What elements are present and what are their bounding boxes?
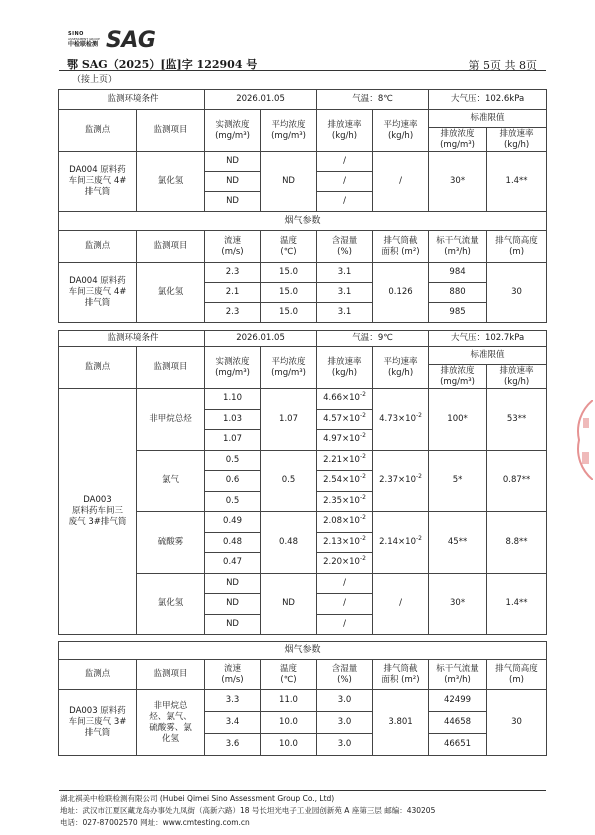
col-avg-rate: 平均速率 (kg/h) [373,110,429,152]
limit-conc-value: 30* [429,152,487,212]
avg-value: 0.5 [261,450,317,512]
col-avg-rate: 平均速率 (kg/h) [373,347,429,389]
moisture-value: 3.1 [317,303,373,323]
col-point: 监测点 [59,347,137,389]
measured-value: ND [205,172,261,192]
rate-value: $2.08\times 10^{-2}$ [317,512,373,533]
avg-rate-value: / [373,573,429,635]
da004-flue-item: 氯化氢 [137,263,205,323]
rate-value: $2.54\times 10^{-2}$ [317,471,373,492]
col-limit-rate: 排放速率 (kg/h) [487,128,547,152]
col-moisture: 含湿量 (%) [317,660,373,690]
limit-rate-value: 0.87** [487,450,547,512]
da004-item: 氯化氢 [137,152,205,212]
measured-value: ND [205,192,261,212]
rate-value: $4.66\times 10^{-2}$ [317,389,373,410]
temp-value: 15.0 [261,283,317,303]
table-row [59,389,547,410]
col-item: 监测项目 [137,660,205,690]
col-point: 监测点 [59,231,137,263]
page-indicator: 第 5页 共 8页 [468,59,537,72]
col-stack-height: 排气筒高度 (m) [487,231,547,263]
col-measured-conc: 实测浓度 (mg/m³) [205,110,261,152]
avg-rate-value: $2.14\times 10^{-2}$ [373,512,429,574]
env-condition-label: 监测环境条件 [59,331,205,347]
measured-value: 0.49 [205,512,261,533]
logo-chinese-name: 中检联检测 [68,41,99,48]
pollutant-item: 非甲烷总烃 [137,389,205,451]
footer-company: 湖北祺美中检联检测有限公司 (Hubei Qimei Sino Assessment Group Co., Ltd) [60,794,335,803]
env-temperature: 气温：8℃ [317,90,429,110]
footer-address: 地址：武汉市江夏区藏龙岛办事处九凤街（高新六路）18 号长坦光电子工业园创新苑 A 座第三层 邮编：430205 [60,806,436,815]
col-flow-speed: 流速 (m/s) [205,231,261,263]
measured-value: 0.48 [205,532,261,553]
limit-rate-value: 53** [487,389,547,451]
avg-rate-value: / [373,152,429,212]
env-pressure: 大气压：102.6kPa [429,90,547,110]
col-point: 监测点 [59,110,137,152]
moisture-value: 3.0 [317,690,373,712]
col-limit-rate: 排放速率 (kg/h) [487,365,547,389]
speed-value: 2.1 [205,283,261,303]
col-item: 监测项目 [137,110,205,152]
limit-conc-value: 5* [429,450,487,512]
limit-conc-value: 45** [429,512,487,574]
measured-value: ND [205,152,261,172]
col-flue-area: 排气筒截 面积 (m²) [373,660,429,690]
pollutant-item: 氯化氢 [137,573,205,635]
speed-value: 3.4 [205,712,261,734]
rate-value: $4.97\times 10^{-2}$ [317,430,373,451]
avg-value: ND [261,152,317,212]
logo-subtitle: ASSESSMENT GROUP [68,37,100,41]
measured-value: 0.47 [205,553,261,574]
pollutant-item: 氯气 [137,450,205,512]
speed-value: 3.3 [205,690,261,712]
temp-value: 11.0 [261,690,317,712]
document-number: 鄂 SAG（2025）[监]字 122904 号 [67,58,258,71]
moisture-value: 3.1 [317,283,373,303]
seal-fragment-icon [575,400,593,480]
measured-value: ND [205,573,261,594]
col-avg-conc: 平均浓度 (mg/m³) [261,347,317,389]
col-item: 监测项目 [137,231,205,263]
speed-value: 2.3 [205,303,261,323]
flow-value: 880 [429,283,487,303]
da003-concentration-table [58,330,547,635]
col-point: 监测点 [59,660,137,690]
rate-value: / [317,192,373,212]
col-std-flow: 标干气流量 (m³/h) [429,660,487,690]
continued-note: （接上页） [72,75,118,85]
rate-value: / [317,614,373,635]
avg-rate-value: $4.73\times 10^{-2}$ [373,389,429,451]
col-temperature: 温度 (℃) [261,660,317,690]
col-emission-rate: 排放速率 (kg/h) [317,347,373,389]
avg-value: 1.07 [261,389,317,451]
height-value: 30 [487,263,547,323]
temp-value: 10.0 [261,734,317,756]
col-stack-height: 排气筒高度 (m) [487,660,547,690]
measured-value: 1.10 [205,389,261,410]
limit-rate-value: 1.4** [487,152,547,212]
flue-params-heading: 烟气参数 [59,212,547,231]
limit-conc-value: 30* [429,573,487,635]
measured-value: 0.6 [205,471,261,492]
flow-value: 44658 [429,712,487,734]
limit-conc-value: 100* [429,389,487,451]
rate-value: / [317,573,373,594]
logo-sag: SAG [106,28,156,53]
rate-value: $2.35\times 10^{-2}$ [317,491,373,512]
rate-value: / [317,152,373,172]
measured-value: 1.03 [205,409,261,430]
env-date: 2026.01.05 [205,331,317,347]
pollutant-item: 硫酸雾 [137,512,205,574]
moisture-value: 3.0 [317,712,373,734]
env-date: 2026.01.05 [205,90,317,110]
flow-value: 42499 [429,690,487,712]
col-item: 监测项目 [137,347,205,389]
env-temperature: 气温：9℃ [317,331,429,347]
measured-value: 0.5 [205,491,261,512]
col-moisture: 含湿量 (%) [317,231,373,263]
env-condition-label: 监测环境条件 [59,90,205,110]
measured-value: 1.07 [205,430,261,451]
measured-value: 0.5 [205,450,261,471]
measured-value: ND [205,594,261,615]
avg-value: 0.48 [261,512,317,574]
col-std-flow: 标干气流量 (m³/h) [429,231,487,263]
moisture-value: 3.1 [317,263,373,283]
limit-rate-value: 1.4** [487,573,547,635]
col-std-limit: 标准限值 [429,347,547,365]
da003-flue-point: DA003 原料药 车间三废气 3# 排气筒 [59,690,137,756]
col-flue-area: 排气筒截 面积 (m²) [373,231,429,263]
da003-flue-item: 非甲烷总 烃、氯气、 硫酸雾、氯 化氢 [137,690,205,756]
col-avg-conc: 平均浓度 (mg/m³) [261,110,317,152]
rate-value: $2.13\times 10^{-2}$ [317,532,373,553]
speed-value: 2.3 [205,263,261,283]
measured-value: ND [205,614,261,635]
height-value: 30 [487,690,547,756]
flow-value: 984 [429,263,487,283]
footer-contact: 电话：027-87002570 网址：www.cmtesting.com.cn [60,818,250,827]
area-value: 0.126 [373,263,429,323]
temp-value: 10.0 [261,712,317,734]
limit-rate-value: 8.8** [487,512,547,574]
flue-params-heading: 烟气参数 [59,642,547,660]
da003-flue-table [58,641,547,756]
da003-point: DA003 原料药车间三 废气 3#排气筒 [59,389,137,635]
logo-sino-text: SINO [68,31,84,37]
rate-value: $4.57\times 10^{-2}$ [317,409,373,430]
footer-divider [59,790,546,791]
col-limit-conc: 排放浓度 (mg/m³) [429,365,487,389]
rate-value: $2.20\times 10^{-2}$ [317,553,373,574]
temp-value: 15.0 [261,303,317,323]
moisture-value: 3.0 [317,734,373,756]
rate-value: $2.21\times 10^{-2}$ [317,450,373,471]
flow-value: 985 [429,303,487,323]
col-std-limit: 标准限值 [429,110,547,128]
header-divider [59,70,546,71]
da004-point: DA004 原料药 车间三废气 4# 排气筒 [59,152,137,212]
area-value: 3.801 [373,690,429,756]
col-measured-conc: 实测浓度 (mg/m³) [205,347,261,389]
avg-value: ND [261,573,317,635]
col-limit-conc: 排放浓度 (mg/m³) [429,128,487,152]
env-pressure: 大气压：102.7kPa [429,331,547,347]
da004-flue-point: DA004 原料药 车间三废气 4# 排气筒 [59,263,137,323]
flow-value: 46651 [429,734,487,756]
rate-value: / [317,172,373,192]
rate-value: / [317,594,373,615]
col-emission-rate: 排放速率 (kg/h) [317,110,373,152]
da004-concentration-table [58,89,547,323]
speed-value: 3.6 [205,734,261,756]
col-flow-speed: 流速 (m/s) [205,660,261,690]
avg-rate-value: $2.37\times 10^{-2}$ [373,450,429,512]
col-temperature: 温度 (℃) [261,231,317,263]
temp-value: 15.0 [261,263,317,283]
